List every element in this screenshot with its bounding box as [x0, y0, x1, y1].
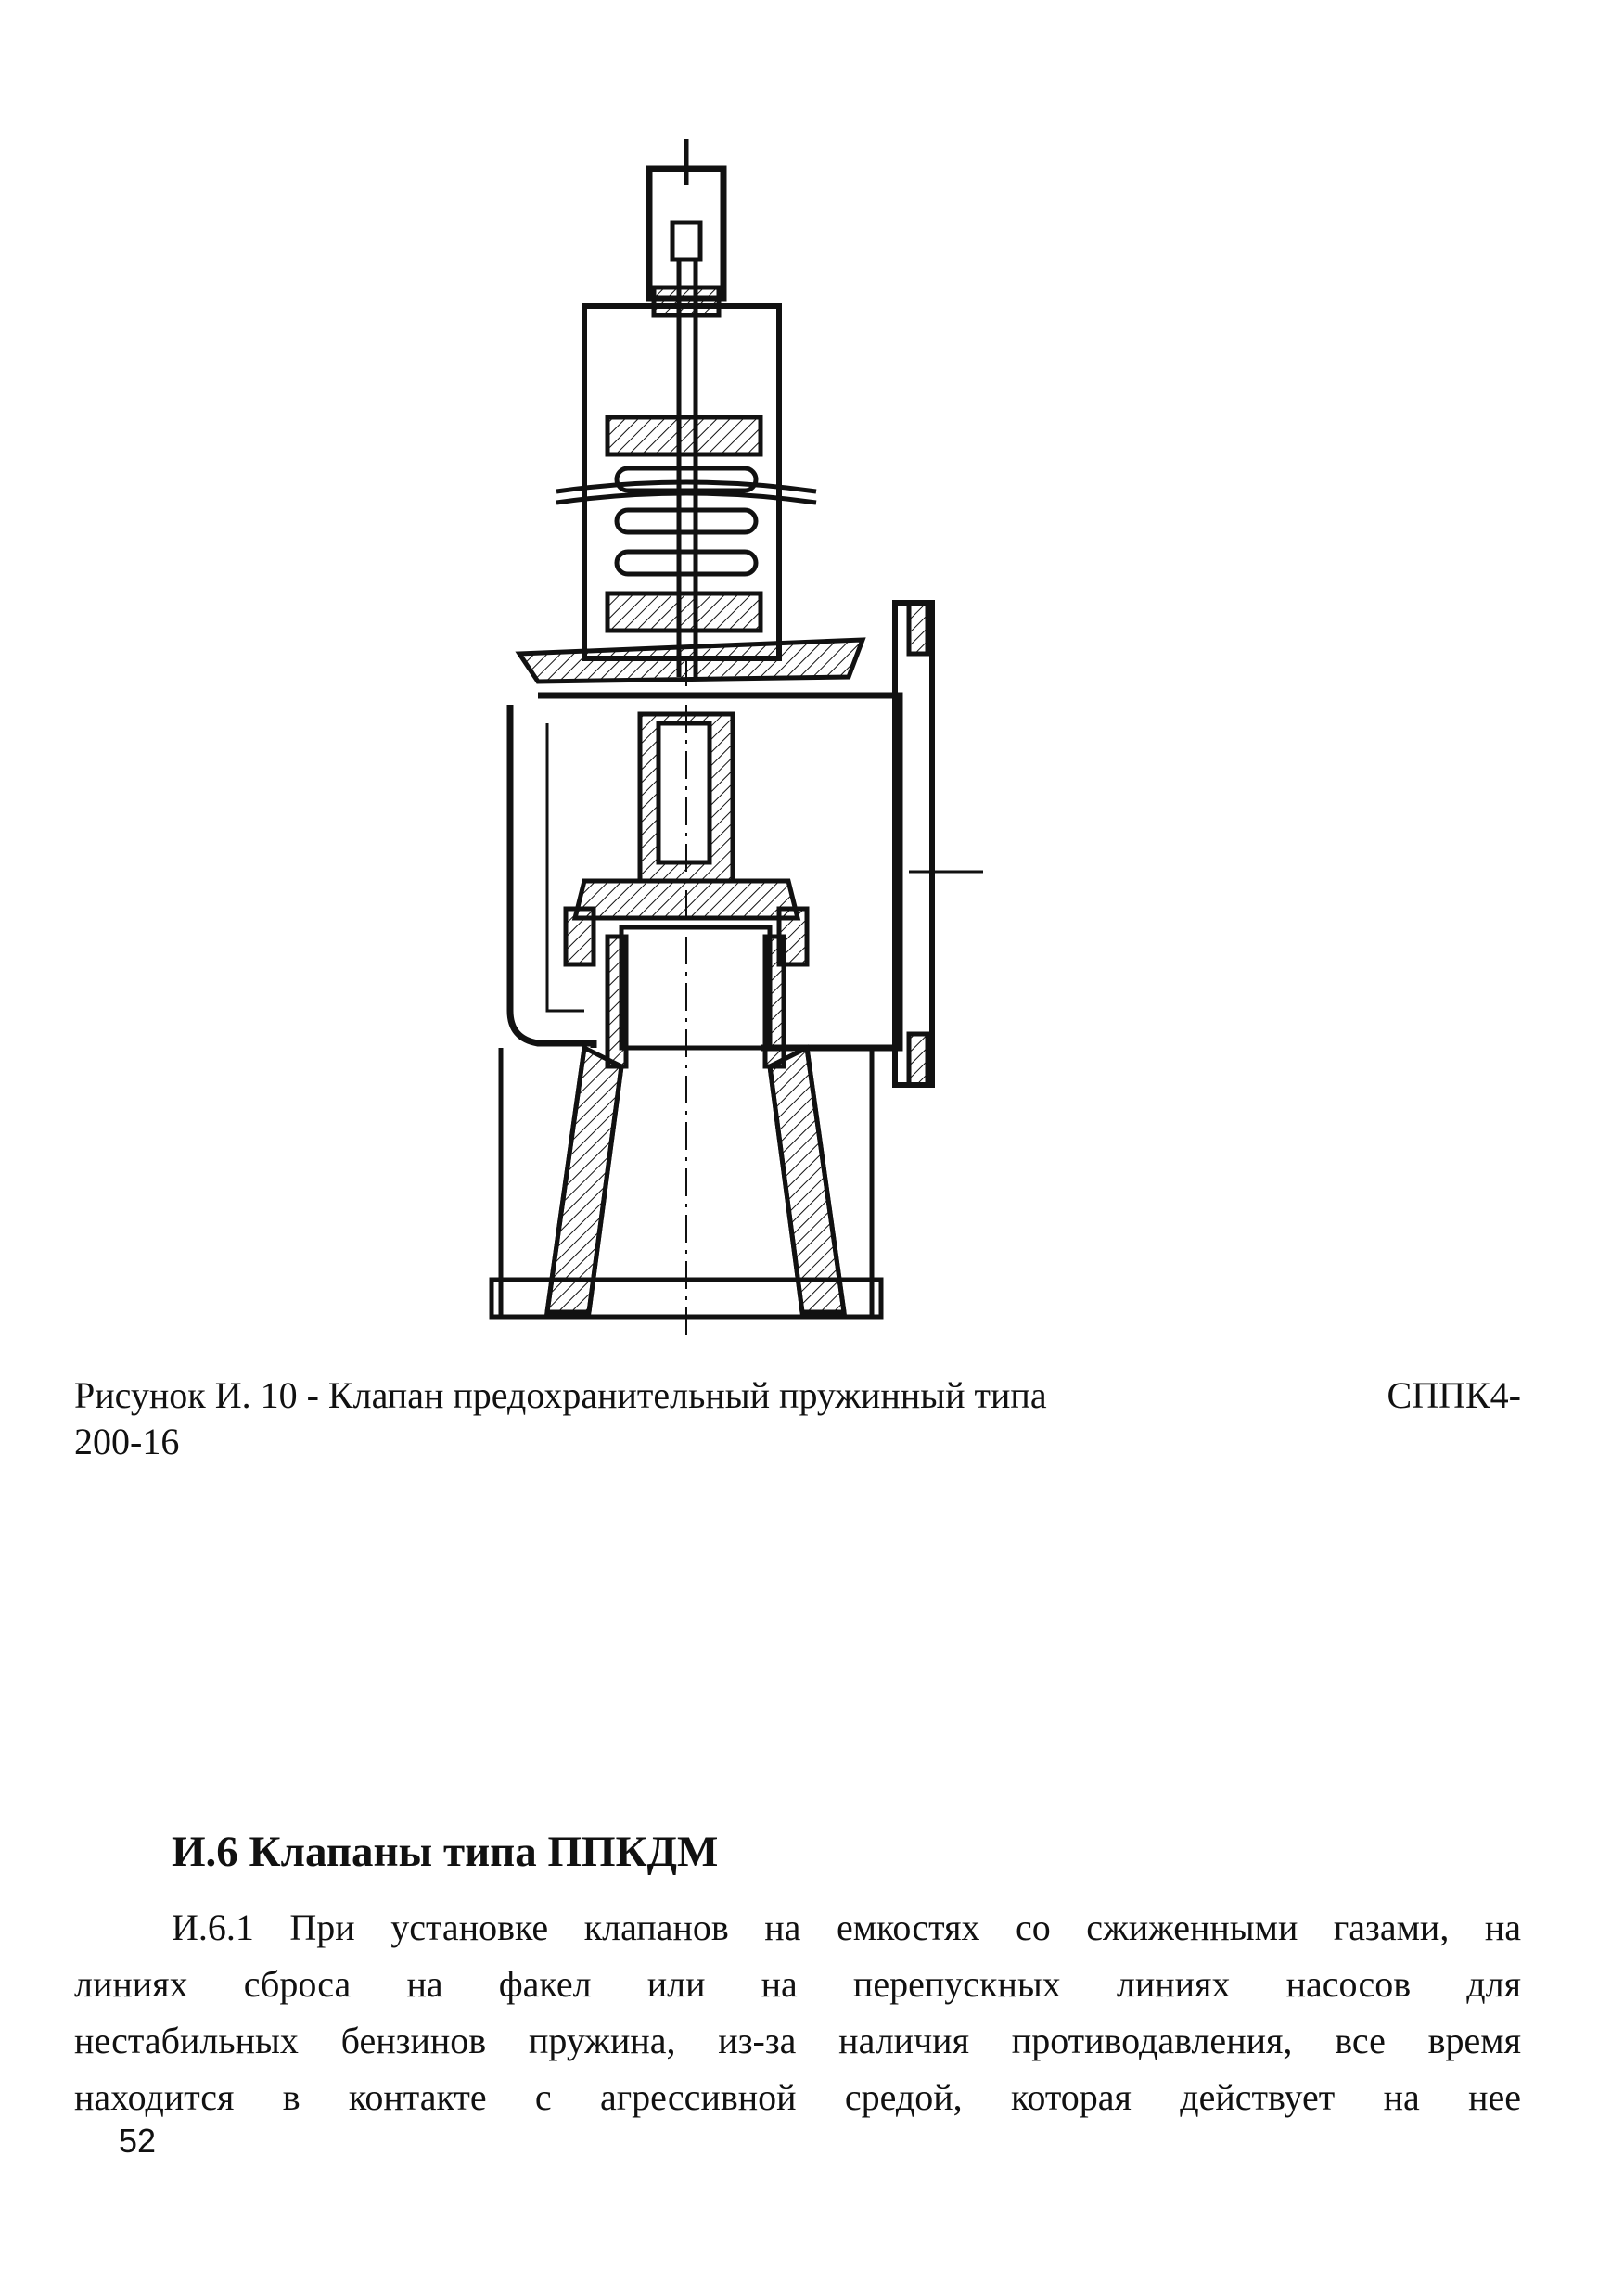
page-number: 52 — [119, 2122, 157, 2160]
figure-caption — [74, 1372, 1521, 1465]
body-paragraph — [74, 1899, 1521, 2125]
caption-code: СППК4- — [1387, 1374, 1521, 1416]
valve-cross-section-svg — [464, 121, 1020, 1345]
paragraph-line: находится в контакте с агрессивной средой, которая действует на нее — [74, 2076, 1521, 2118]
valve-drawing — [464, 121, 1020, 1345]
caption-code-continuation: 200-16 — [74, 1421, 180, 1462]
paragraph-line: линиях сброса на факел или на перепускных линиях насосов для — [74, 1963, 1521, 2005]
paragraph-line: нестабильных бензинов пружина, из-за наличия противодавления, все время — [74, 2020, 1521, 2061]
section-heading: И.6 Клапаны типа ППКДМ — [172, 1828, 719, 1876]
caption-text: Рисунок И. 10 - Клапан предохранительный пружинный типа — [74, 1374, 1047, 1416]
paragraph-line: И.6.1 При установке клапанов на емкостях со сжиженными газами, на — [172, 1907, 1521, 1948]
